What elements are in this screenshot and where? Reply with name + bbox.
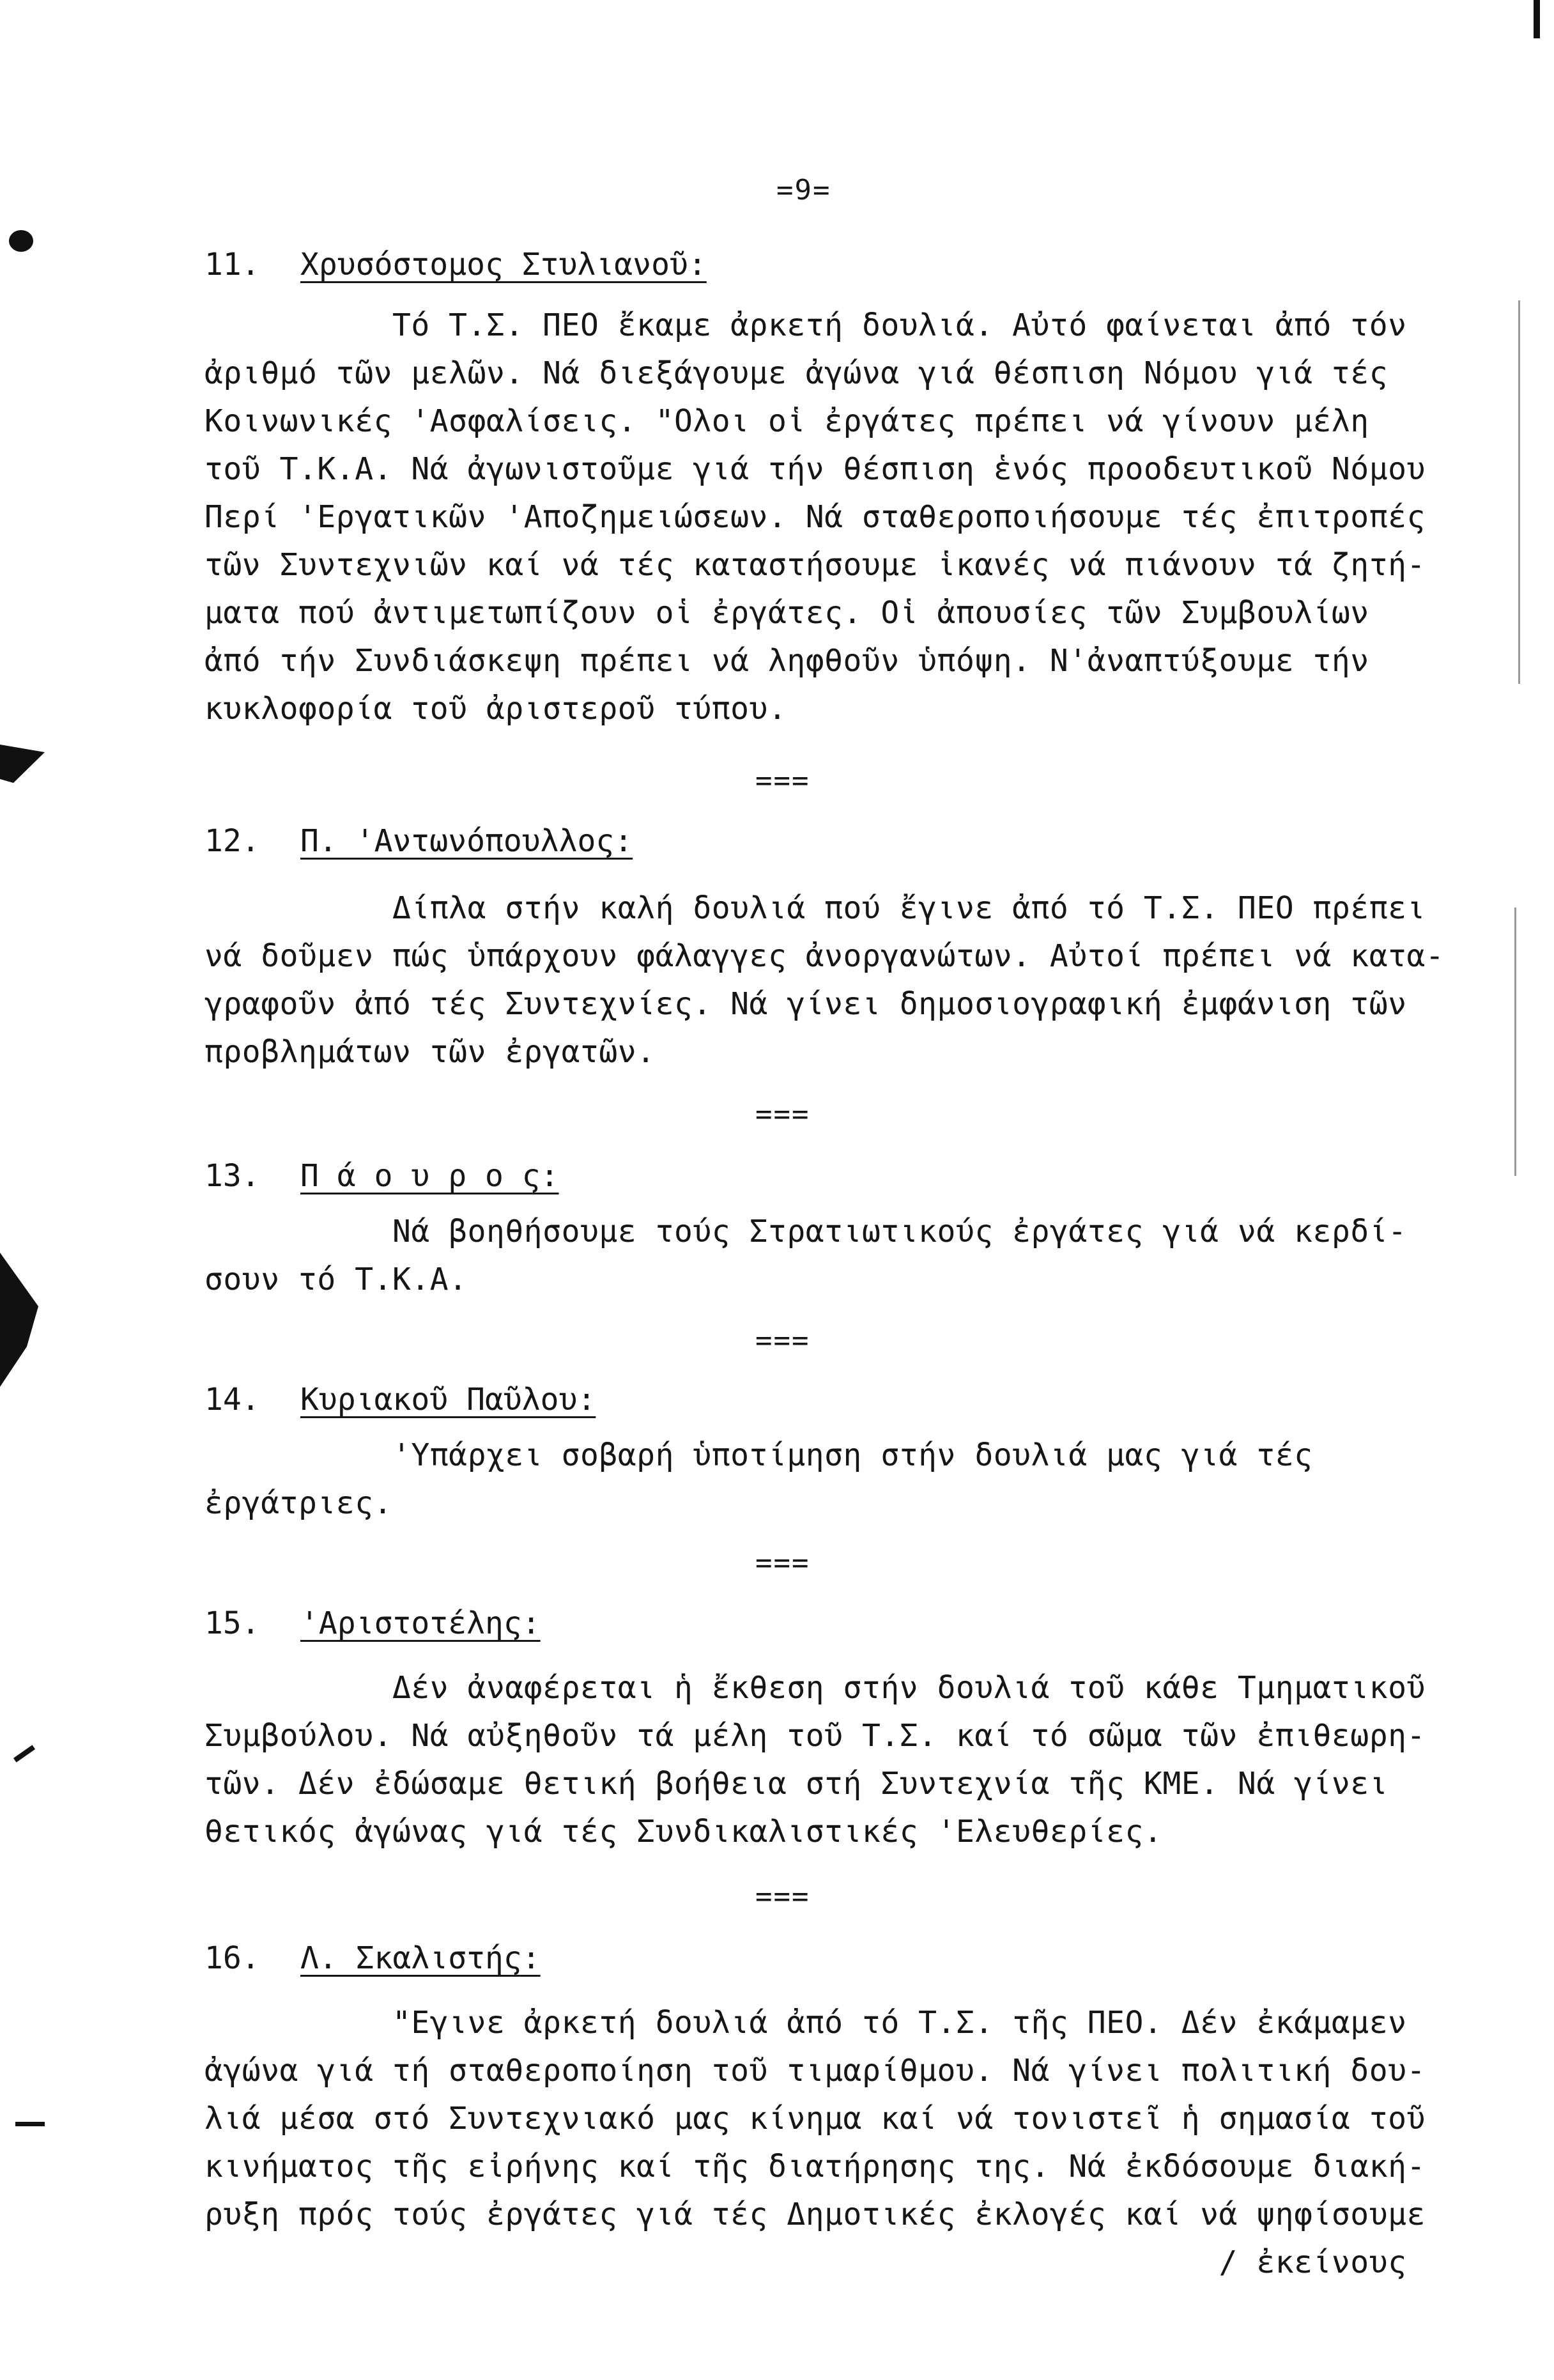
speaker-name: 'Αριστοτέλης: xyxy=(300,1605,541,1641)
scan-artifact-mark xyxy=(15,2122,45,2126)
section-number: 13. xyxy=(204,1158,260,1194)
section-heading xyxy=(204,1605,1514,1641)
speaker-name: Π. 'Αντωνόπουλλος: xyxy=(300,823,633,859)
section-heading xyxy=(204,823,1514,859)
speaker-section-13 xyxy=(204,1158,1514,1304)
section-separator: === xyxy=(755,1547,810,1579)
speaker-section-16 xyxy=(204,1940,1514,2287)
speaker-section-15 xyxy=(204,1605,1514,1856)
section-separator: === xyxy=(755,1324,810,1357)
speaker-name: Χρυσόστομος Στυλιανοῦ: xyxy=(300,247,707,282)
speaker-section-11 xyxy=(204,247,1514,733)
section-separator: === xyxy=(755,1880,810,1913)
section-heading xyxy=(204,247,1514,282)
section-separator: === xyxy=(755,764,810,797)
speaker-section-14 xyxy=(204,1382,1514,1527)
scan-artifact-mark xyxy=(9,230,33,252)
section-paragraph: 'Υπάρχει σοβαρή ὑποτίμηση στήν δουλιά μας γιά τές ἐργάτριες. xyxy=(204,1437,1313,1521)
section-heading xyxy=(204,1158,1514,1194)
section-number: 14. xyxy=(204,1382,260,1418)
section-paragraph: Νά βοηθήσουμε τούς Στρατιωτικούς ἐργάτες γιά νά κερδί- σουν τό Τ.Κ.Α. xyxy=(204,1214,1407,1297)
section-separator: === xyxy=(755,1098,810,1131)
scan-artifact-mark xyxy=(13,1745,35,1762)
section-paragraph: Δέν ἀναφέρεται ἡ ἔκθεση στήν δουλιά τοῦ κάθε Τμηματικοῦ Συμβούλου. Νά αὐξηθοῦν τά μέλη τοῦ Τ.Σ. καί τό σῶμα τῶν ἐπιθεωρη- τῶν. Δέν ἐδώσαμε θετική βοήθεια στή Συντεχνία τῆς ΚΜΕ. Νά γίνει θετικός ἀγώνας γιά τές Συνδικαλιστικές 'Ελευθερίες. xyxy=(204,1670,1426,1850)
section-number: 15. xyxy=(204,1605,260,1641)
scan-edge-line xyxy=(1514,908,1516,1176)
section-paragraph: "Εγινε ἀρκετή δουλιά ἀπό τό Τ.Σ. τῆς ΠΕΟ. Δέν ἐκάμαμεν ἀγώνα γιά τή σταθεροποίηση τοῦ τιμαρίθμου. Νά γίνει πολιτική δου- λιά μέσα στό Συντεχνιακό μας κίνημα καί νά τονιστεῖ ἡ σημασία τοῦ κινήματος τῆς εἰρήνης καί τῆς διατήρησης της. Νά ἐκδόσουμε διακή- ρυξη πρός τούς ἐργάτες γιά τές Δημοτικές ἐκλογές καί νά ψηφίσουμε / ἐκείνους xyxy=(204,2005,1426,2280)
section-number: 11. xyxy=(204,247,260,282)
scan-artifact-mark xyxy=(1534,0,1540,38)
speaker-name: Π ά ο υ ρ ο ς: xyxy=(300,1158,559,1194)
section-heading xyxy=(204,1940,1514,1976)
speaker-name: Λ. Σκαλιστής: xyxy=(300,1940,541,1976)
scan-artifact-mark xyxy=(0,745,45,783)
section-paragraph: Δίπλα στήν καλή δουλιά πού ἔγινε ἀπό τό Τ.Σ. ΠΕΟ πρέπει νά δοῦμεν πώς ὑπάρχουν φάλαγγες ἀνοργανώτων. Αὐτοί πρέπει νά κατα- γραφοῦν ἀπό τές Συντεχνίες. Νά γίνει δημοσιογραφική ἐμφάνιση τῶν προβλημάτων τῶν ἐργατῶν. xyxy=(204,890,1445,1070)
speaker-section-12 xyxy=(204,823,1514,1076)
scan-artifact-mark xyxy=(0,1253,38,1387)
section-number: 16. xyxy=(204,1940,260,1976)
speaker-name: Κυριακοῦ Παῦλου: xyxy=(300,1382,596,1418)
section-number: 12. xyxy=(204,823,260,859)
scan-edge-line xyxy=(1518,300,1520,684)
page-number: =9= xyxy=(776,174,831,206)
section-paragraph: Τό Τ.Σ. ΠΕΟ ἔκαμε ἀρκετή δουλιά. Αὐτό φαίνεται ἀπό τόν ἀριθμό τῶν μελῶν. Νά διεξάγουμε ἀγώνα γιά θέσπιση Νόμου γιά τές Κοινωνικές 'Ασφαλίσεις. "Ολοι οἱ ἐργάτες πρέπει νά γίνουν μέλη τοῦ Τ.Κ.Α. Νά ἀγωνιστοῦμε γιά τήν θέσπιση ἑνός προοδευτικοῦ Νόμου Περί 'Εργατικῶν 'Αποζημειώσεων. Νά σταθεροποιήσουμε τές ἐπιτροπές τῶν Συντεχνιῶν καί νά τές καταστήσουμε ἱκανές νά πιάνουν τά ζητή- ματα πού ἀντιμετωπίζουν οἱ ἐργάτες. Οἱ ἀπουσίες τῶν Συμβουλίων ἀπό τήν Συνδιάσκεψη πρέπει νά ληφθοῦν ὑπόψη. Ν'ἀναπτύξουμε τήν κυκλοφορία τοῦ ἀριστεροῦ τύπου. xyxy=(204,307,1426,727)
section-heading xyxy=(204,1382,1514,1418)
